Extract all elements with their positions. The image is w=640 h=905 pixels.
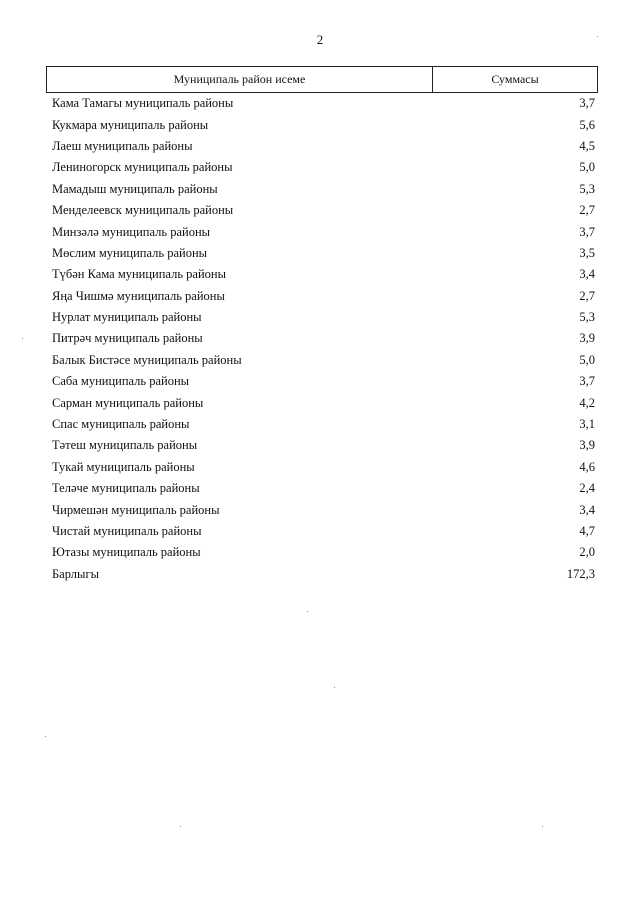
amount-value: 4,5 bbox=[579, 138, 595, 153]
table-header bbox=[46, 66, 598, 93]
amount-value: 5,0 bbox=[579, 352, 595, 367]
table-row bbox=[52, 542, 595, 563]
table-row bbox=[52, 93, 595, 114]
scan-speck bbox=[307, 611, 308, 612]
amount-value: 2,0 bbox=[579, 545, 595, 560]
table-row bbox=[52, 521, 595, 542]
scan-speck bbox=[22, 338, 23, 339]
district-name: Теләче муниципаль районы bbox=[52, 481, 200, 496]
district-name: Саба муниципаль районы bbox=[52, 374, 190, 389]
table-row bbox=[52, 221, 595, 242]
table-row bbox=[52, 457, 595, 478]
amount-value: 3,7 bbox=[579, 224, 595, 239]
district-name: Мөслим муниципаль районы bbox=[52, 245, 208, 260]
district-name: Балык Бистәсе муниципаль районы bbox=[52, 352, 242, 367]
header-sum-column: Суммасы bbox=[491, 72, 539, 86]
table-row bbox=[52, 200, 595, 221]
table-row bbox=[52, 414, 595, 435]
amount-value: 4,6 bbox=[579, 459, 595, 474]
scan-speck bbox=[542, 826, 543, 827]
district-name: Барлыгы bbox=[52, 566, 99, 581]
district-name: Менделеевск муниципаль районы bbox=[52, 203, 234, 218]
table-row bbox=[52, 286, 595, 307]
district-name: Питрәч муниципаль районы bbox=[52, 331, 203, 346]
amount-value: 172,3 bbox=[566, 566, 595, 581]
district-name: Минзәлә муниципаль районы bbox=[52, 224, 211, 239]
amount-value: 3,7 bbox=[579, 374, 595, 389]
district-name: Сарман муниципаль районы bbox=[52, 395, 204, 410]
table-row bbox=[52, 392, 595, 413]
total-row bbox=[52, 564, 595, 585]
scan-speck bbox=[334, 687, 335, 688]
table-row bbox=[52, 264, 595, 285]
table-row bbox=[52, 136, 595, 157]
district-name: Тәтеш муниципаль районы bbox=[52, 438, 198, 453]
amount-value: 3,4 bbox=[579, 502, 595, 517]
district-name: Лениногорск муниципаль районы bbox=[52, 160, 233, 175]
amount-value: 5,3 bbox=[579, 181, 595, 196]
district-name: Яңа Чишмә муниципаль районы bbox=[52, 288, 225, 303]
scan-speck bbox=[597, 36, 598, 37]
district-name: Чистай муниципаль районы bbox=[52, 524, 202, 538]
district-name: Чирмешән муниципаль районы bbox=[52, 502, 220, 517]
amount-value: 3,9 bbox=[579, 331, 595, 346]
scan-speck bbox=[45, 736, 46, 737]
header-name-column: Муниципаль район исеме bbox=[47, 67, 433, 92]
table-body bbox=[52, 93, 595, 585]
amount-value: 5,3 bbox=[579, 310, 595, 325]
amount-value: 3,1 bbox=[579, 417, 595, 432]
district-name: Лаеш муниципаль районы bbox=[52, 138, 193, 153]
district-name: Мамадыш муниципаль районы bbox=[52, 181, 218, 196]
table-row bbox=[52, 114, 595, 135]
table-row bbox=[52, 371, 595, 392]
amount-value: 2,7 bbox=[579, 288, 595, 303]
table-row bbox=[52, 350, 595, 371]
amount-value: 2,4 bbox=[579, 481, 595, 496]
district-name: Ютазы муниципаль районы bbox=[52, 545, 201, 560]
district-name: Нурлат муниципаль районы bbox=[52, 310, 202, 325]
table-row bbox=[52, 499, 595, 520]
table-row bbox=[52, 243, 595, 264]
table-row bbox=[52, 478, 595, 499]
table-row bbox=[52, 307, 595, 328]
amount-value: 5,0 bbox=[579, 160, 595, 175]
amount-value: 4,7 bbox=[579, 524, 595, 538]
page-number: 2 bbox=[316, 32, 324, 47]
scan-speck bbox=[180, 826, 181, 827]
table-row bbox=[52, 157, 595, 178]
amount-value: 2,7 bbox=[579, 203, 595, 218]
district-name: Түбән Кама муниципаль районы bbox=[52, 267, 226, 282]
district-name: Кама Тамагы муниципаль районы bbox=[52, 96, 234, 111]
district-name: Кукмара муниципаль районы bbox=[52, 117, 209, 132]
amount-value: 3,5 bbox=[579, 245, 595, 260]
table-row bbox=[52, 179, 595, 200]
district-name: Тукай муниципаль районы bbox=[52, 459, 195, 474]
amount-value: 3,4 bbox=[579, 267, 595, 282]
amount-value: 3,7 bbox=[579, 96, 595, 111]
table-row bbox=[52, 328, 595, 349]
district-name: Спас муниципаль районы bbox=[52, 417, 190, 432]
table-row bbox=[52, 435, 595, 456]
amount-value: 5,6 bbox=[579, 117, 595, 132]
amount-value: 3,9 bbox=[579, 438, 595, 453]
amount-value: 4,2 bbox=[579, 395, 595, 410]
